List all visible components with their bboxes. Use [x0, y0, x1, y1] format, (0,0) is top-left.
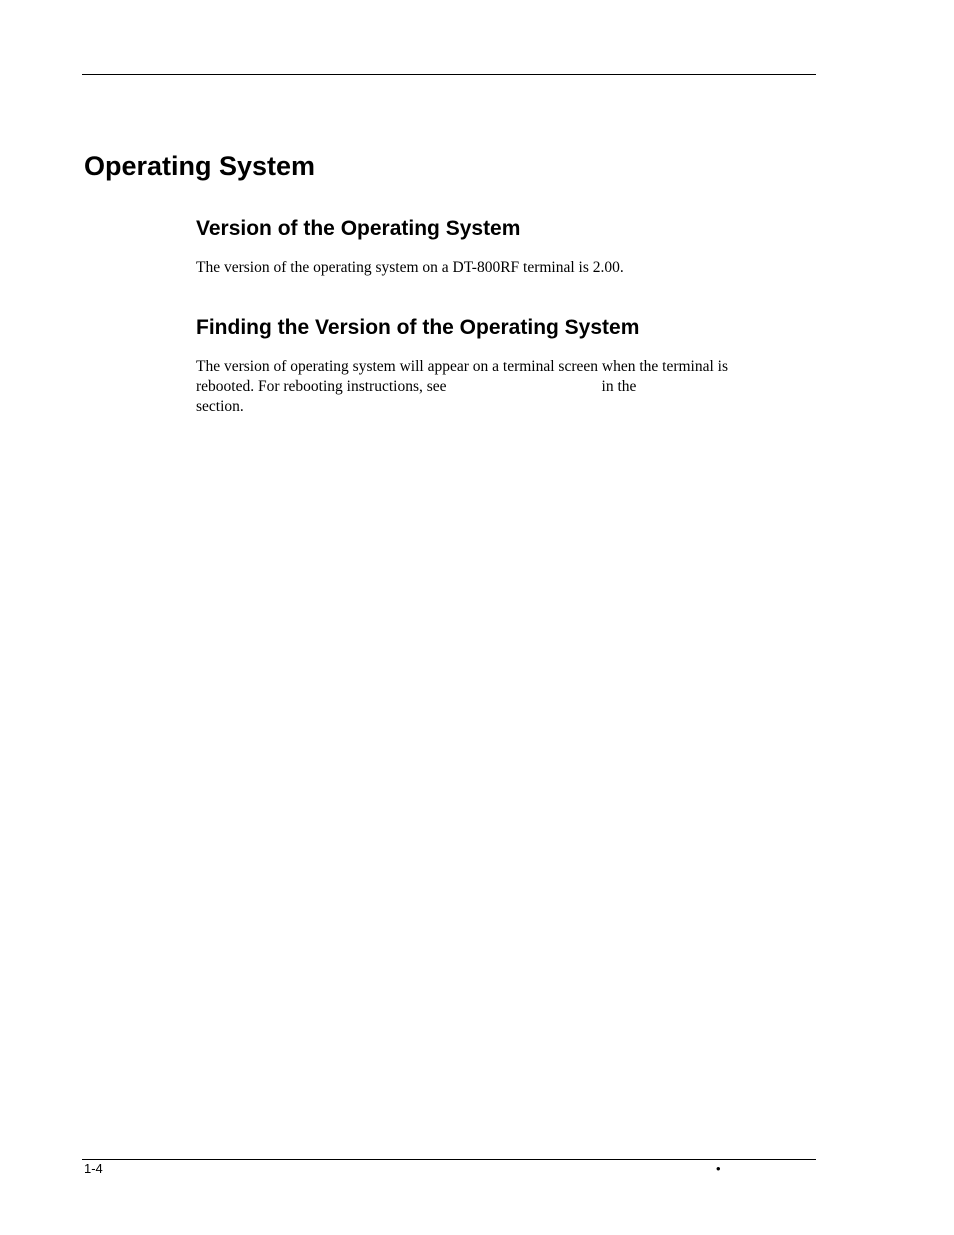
- footer-rule: [82, 1159, 816, 1160]
- line-2-start: rebooted. For rebooting instructions, see: [196, 378, 447, 395]
- page-number: 1-4: [84, 1161, 103, 1176]
- section-paragraph-version: The version of the operating system on a DT-800RF terminal is 2.00.: [196, 259, 624, 276]
- section-paragraph-line-3: section.: [196, 398, 244, 415]
- line-2-end: in the: [601, 378, 637, 395]
- section-paragraph-line-2: [196, 377, 636, 397]
- section-paragraph-line-1: The version of operating system will appear on a terminal screen when the terminal is: [196, 358, 728, 375]
- section-heading-finding-version: Finding the Version of the Operating System: [196, 316, 640, 339]
- header-rule: [82, 74, 816, 75]
- footer-bullet: •: [716, 1161, 721, 1176]
- page-title: Operating System: [84, 151, 316, 181]
- section-heading-version: Version of the Operating System: [196, 217, 521, 240]
